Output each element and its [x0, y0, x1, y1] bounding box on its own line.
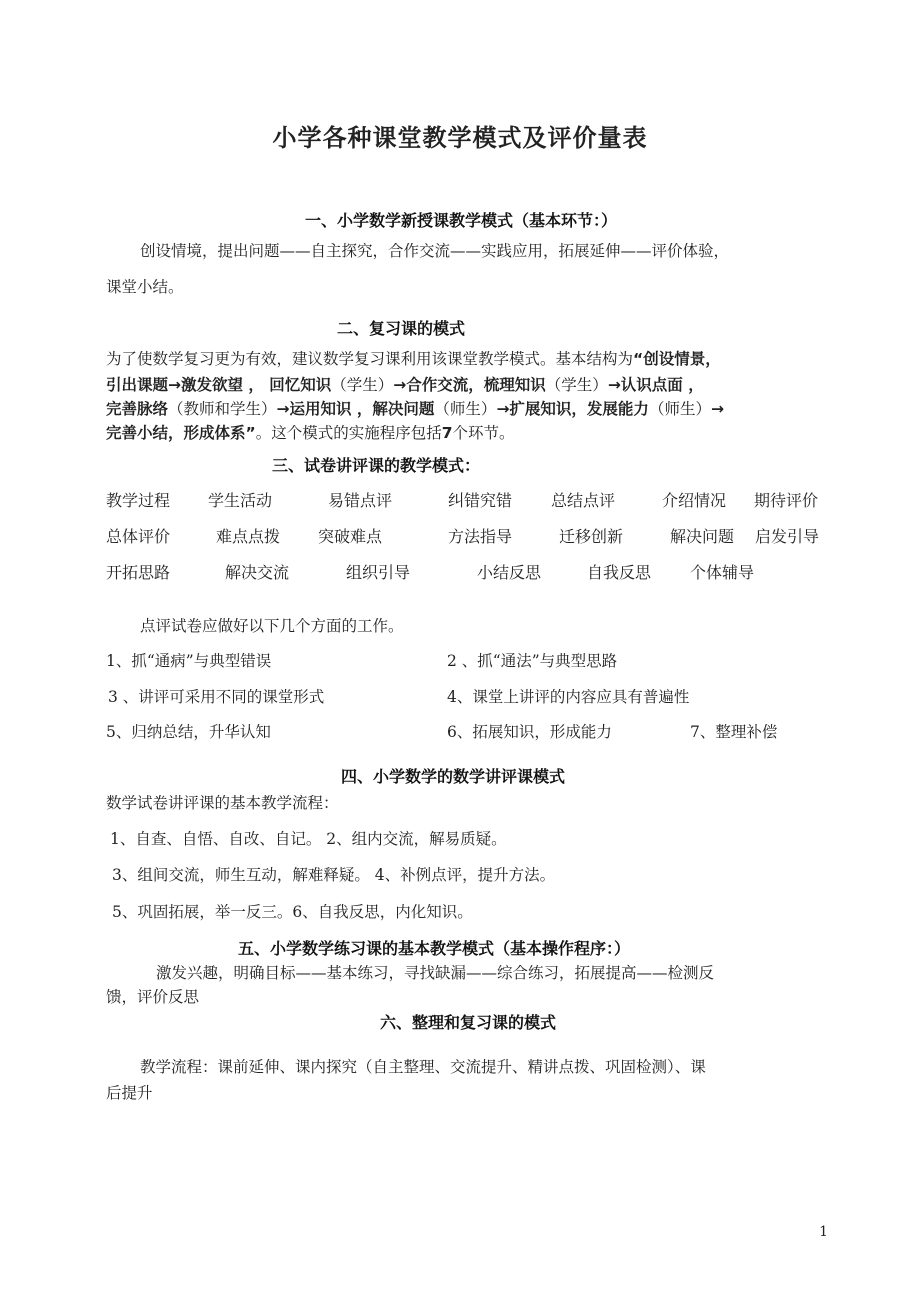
section-4-step-line-2: 3、组间交流，师生互动，解难释疑。 4、补例点评，提升方法。 [112, 866, 556, 884]
grid-cell: 组织引导 [346, 563, 411, 582]
grid-cell: 学生活动 [208, 491, 273, 510]
review-point-7: 7、整理补偿 [690, 723, 778, 741]
text-bold: → [710, 400, 724, 418]
grid-cell: 难点点拨 [216, 527, 281, 546]
review-point-6: 6、拓展知识，形成能力 [447, 723, 612, 741]
section-1-heading: 一、小学数学新授课教学模式（基本环节：） [305, 211, 618, 230]
section-2-line-4 [106, 422, 515, 444]
text: 个环节。 [452, 424, 515, 442]
section-6-heading: 六、整理和复习课的模式 [380, 1013, 557, 1032]
section-4-heading: 四、小学数学的数学讲评课模式 [341, 767, 566, 786]
text: （学生） [331, 376, 394, 394]
text: 。这个模式的实施程序包括 [255, 424, 442, 442]
grid-cell: 纠错究错 [448, 491, 513, 510]
grid-cell: 启发引导 [755, 527, 820, 546]
grid-cell: 突破难点 [318, 527, 383, 546]
text: （学生） [545, 376, 608, 394]
section-1-line-1: 创设情境，提出问题——自主探究，合作交流——实践应用，拓展延伸——评价体验， [140, 242, 730, 260]
grid-cell: 解决交流 [225, 563, 290, 582]
grid-cell: 开拓思路 [106, 563, 171, 582]
section-4-step-line-1: 1、自查、自悟、自改、自记。 2、组内交流，解易质疑。 [110, 830, 507, 848]
review-point-2: 2 、抓“通法”与典型思路 [447, 652, 618, 670]
section-4-intro: 数学试卷讲评课的基本教学流程： [106, 794, 339, 812]
section-2-line-3 [106, 398, 724, 420]
grid-cell: 教学过程 [106, 491, 171, 510]
section-6-line-1: 教学流程：课前延伸、课内探究（自主整理、交流提升、精讲点拨、巩固检测）、课 [140, 1058, 706, 1076]
grid-cell: 小结反思 [477, 563, 542, 582]
text: （师生） [648, 400, 711, 418]
text-bold: 完善脉络 [106, 400, 169, 418]
section-3-heading: 三、试卷讲评课的教学模式： [272, 456, 481, 475]
section-2-heading: 二、复习课的模式 [337, 319, 466, 338]
grid-cell: 介绍情况 [662, 491, 727, 510]
grid-cell: 总结点评 [551, 491, 616, 510]
grid-cell: 方法指导 [448, 527, 513, 546]
grid-cell: 迁移创新 [559, 527, 624, 546]
grid-row-3 [0, 560, 920, 584]
text-bold: 完善小结，形成体系” [106, 424, 256, 442]
grid-cell: 自我反思 [587, 563, 652, 582]
grid-cell: 个体辅导 [690, 563, 755, 582]
grid-cell: 总体评价 [106, 527, 171, 546]
page-number: 1 [819, 1224, 828, 1240]
grid-row-2 [0, 524, 920, 548]
text: （教师和学生） [168, 400, 277, 418]
text: （师生） [434, 400, 497, 418]
text-bold: →认识点面 ， [607, 376, 704, 394]
section-4-step-line-3: 5、巩固拓展，举一反三。6、自我反思，内化知识。 [112, 903, 473, 921]
section-6-line-2: 后提升 [106, 1084, 153, 1102]
review-point-3: 3 、讲评可采用不同的课堂形式 [108, 688, 325, 706]
text-bold: →合作交流，梳理知识 [393, 376, 546, 394]
text-bold: “创设情景， [633, 350, 721, 368]
review-intro: 点评试卷应做好以下几个方面的工作。 [140, 617, 404, 635]
section-5-heading: 五、小学数学练习课的基本教学模式（基本操作程序：） [238, 939, 631, 958]
review-point-4: 4、课堂上讲评的内容应具有普遍性 [447, 688, 690, 706]
text: 为了使数学复习更为有效，建议数学复习课利用该课堂教学模式。基本结构为 [106, 350, 634, 368]
text-bold: 7 [441, 424, 453, 442]
text-bold: →扩展知识，发展能力 [496, 400, 649, 418]
grid-cell: 易错点评 [328, 491, 393, 510]
review-point-1: 1、抓“通病”与典型错误 [106, 652, 272, 670]
section-2-line-2 [106, 374, 704, 396]
section-2-line-1 [106, 348, 721, 370]
grid-cell: 期待评价 [754, 491, 819, 510]
section-1-line-2: 课堂小结。 [106, 278, 184, 296]
text-bold: 引出课题→激发欲望 ， 回忆知识 [106, 376, 332, 394]
grid-cell: 解决问题 [670, 527, 735, 546]
review-point-5: 5、归纳总结，升华认知 [106, 723, 271, 741]
section-5-line-1: 激发兴趣，明确目标——基本练习，寻找缺漏——综合练习，拓展提高——检测反 [156, 964, 715, 982]
page-title: 小学各种课堂教学模式及评价量表 [272, 124, 648, 152]
text-bold: →运用知识 ，解决问题 [276, 400, 435, 418]
grid-row-1 [0, 488, 920, 512]
section-5-line-2: 馈，评价反思 [106, 988, 200, 1006]
